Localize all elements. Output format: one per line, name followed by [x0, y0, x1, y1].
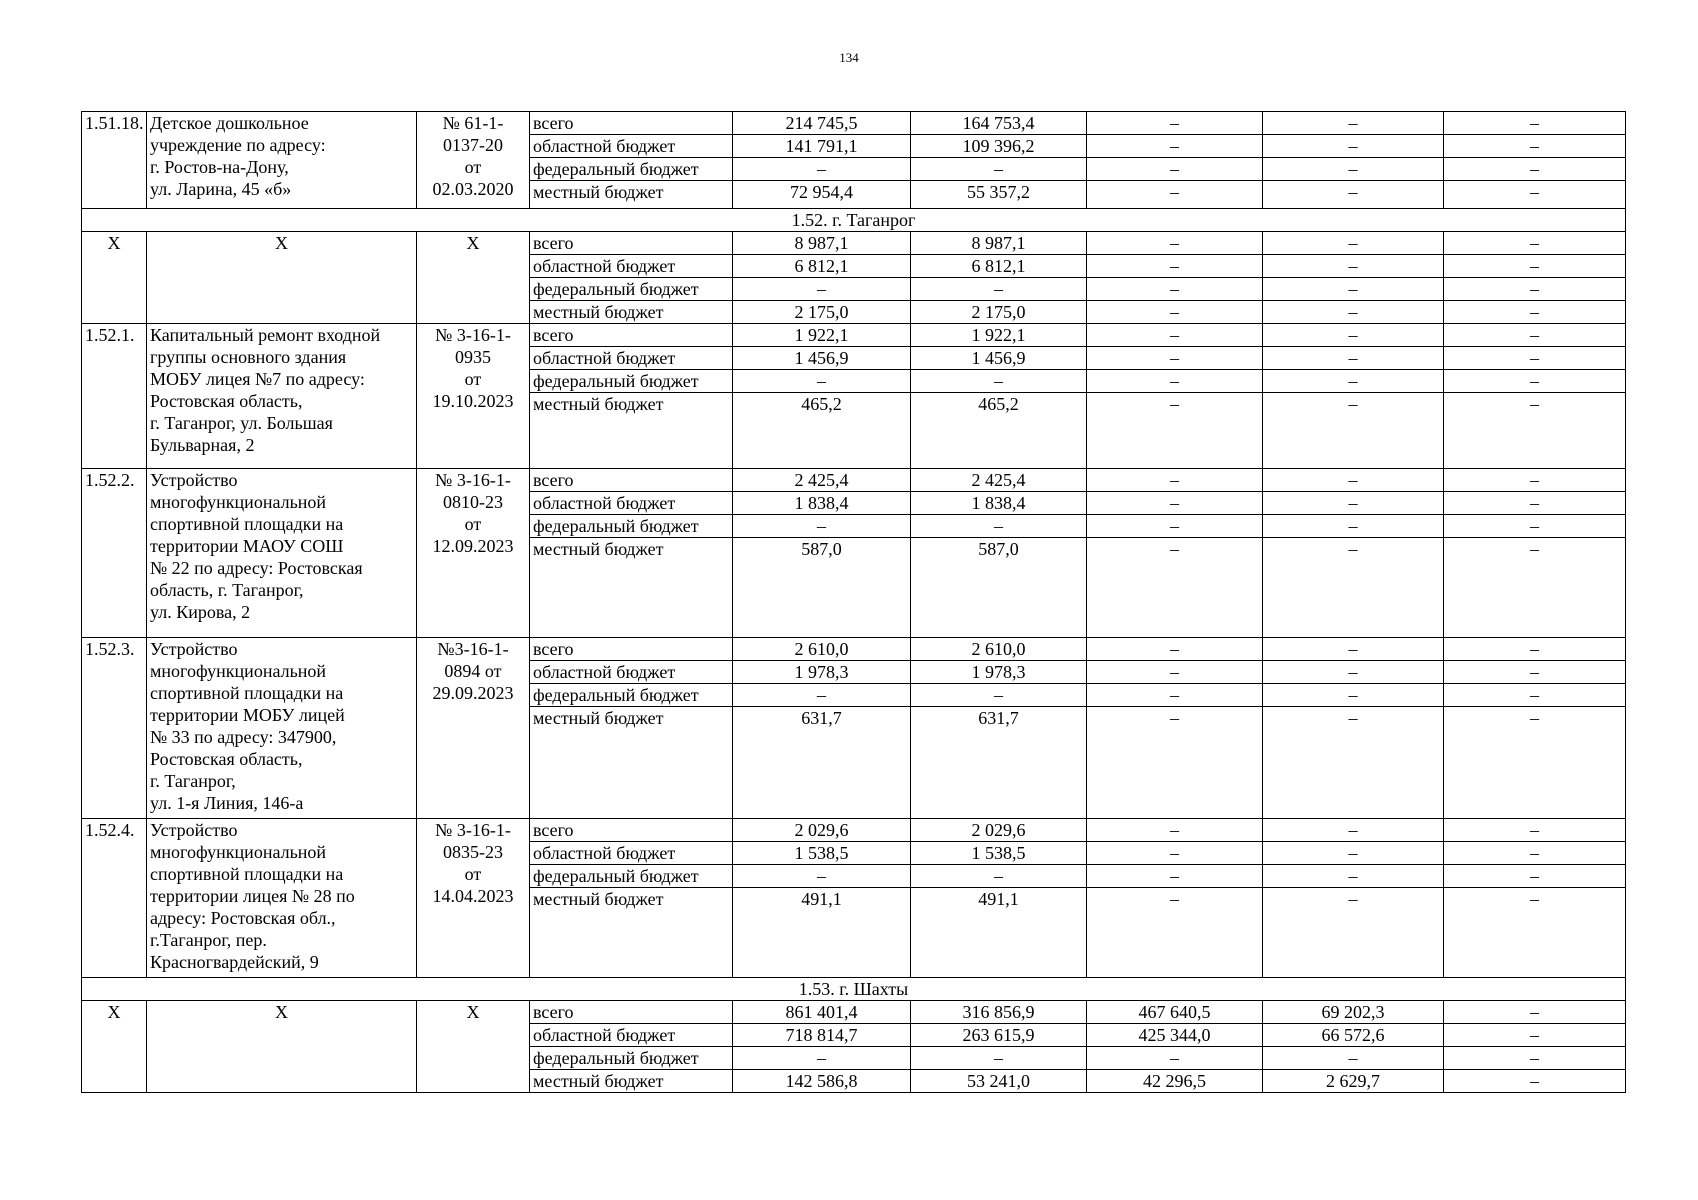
amount-cell: 53 241,0 [911, 1070, 1087, 1093]
table-row [82, 324, 1626, 347]
funding-source: местный бюджет [530, 393, 733, 469]
funding-source: местный бюджет [530, 888, 733, 978]
amount-cell: 861 401,4 [733, 1001, 911, 1024]
amount-cell: 8 987,1 [733, 232, 911, 255]
document-ref-line: 12.09.2023 [432, 536, 514, 556]
total-marker: Х [82, 1001, 147, 1093]
object-name-line: область, г. Таганрог, [150, 580, 304, 600]
amount-cell: – [1087, 347, 1263, 370]
amount-cell: 587,0 [733, 538, 911, 638]
object-name [147, 112, 417, 209]
object-name-line: адресу: Ростовская обл., [150, 908, 336, 928]
total-marker: Х [147, 232, 417, 324]
amount-cell: – [1087, 370, 1263, 393]
amount-cell: 1 838,4 [733, 492, 911, 515]
amount-cell: – [1087, 301, 1263, 324]
amount-cell: – [1087, 515, 1263, 538]
object-name-line: ул. Ларина, 45 «б» [150, 179, 292, 199]
document-ref-line: 19.10.2023 [432, 391, 514, 411]
amount-cell: 2 029,6 [911, 819, 1087, 842]
funding-source: всего [530, 324, 733, 347]
object-name-line: группы основного здания [150, 347, 347, 367]
item-number: 1.52.2. [82, 469, 147, 638]
amount-cell: 214 745,5 [733, 112, 911, 135]
amount-cell: 72 954,4 [733, 181, 911, 209]
amount-cell: – [1444, 1047, 1626, 1070]
object-name-line: Бульварная, 2 [150, 435, 255, 455]
amount-cell: – [1087, 1047, 1263, 1070]
funding-source: всего [530, 819, 733, 842]
funding-source: областной бюджет [530, 255, 733, 278]
amount-cell: – [1263, 393, 1444, 469]
amount-cell: – [733, 515, 911, 538]
amount-cell: 2 425,4 [733, 469, 911, 492]
object-name-line: ул. Кирова, 2 [150, 602, 251, 622]
document-ref-line: 0137-20 [443, 135, 503, 155]
funding-source: всего [530, 638, 733, 661]
amount-cell: 6 812,1 [911, 255, 1087, 278]
amount-cell: – [733, 684, 911, 707]
funding-source: федеральный бюджет [530, 278, 733, 301]
amount-cell: – [911, 278, 1087, 301]
object-name-line: г. Таганрог, [150, 771, 236, 791]
amount-cell: – [1263, 135, 1444, 158]
object-name-line: ул. 1-я Линия, 146-а [150, 793, 304, 813]
amount-cell: 1 978,3 [733, 661, 911, 684]
funding-source: федеральный бюджет [530, 1047, 733, 1070]
document-ref-line: №3-16-1- [437, 639, 509, 659]
amount-cell: 2 029,6 [733, 819, 911, 842]
amount-cell: – [1087, 661, 1263, 684]
item-number: 1.52.1. [82, 324, 147, 469]
amount-cell: 465,2 [911, 393, 1087, 469]
amount-cell: – [911, 865, 1087, 888]
document-ref-line: 0810-23 [443, 492, 503, 512]
amount-cell: – [1087, 707, 1263, 819]
amount-cell: – [1444, 638, 1626, 661]
amount-cell: – [1263, 492, 1444, 515]
total-marker: Х [82, 232, 147, 324]
document-ref-line: № 3-16-1- [435, 820, 511, 840]
amount-cell: – [1444, 707, 1626, 819]
amount-cell: 2 425,4 [911, 469, 1087, 492]
document-ref [417, 112, 530, 209]
amount-cell: 631,7 [733, 707, 911, 819]
amount-cell: – [1263, 181, 1444, 209]
amount-cell: – [1087, 684, 1263, 707]
object-name-line: Капитальный ремонт входной [150, 325, 381, 345]
amount-cell: 2 610,0 [911, 638, 1087, 661]
amount-cell: – [1444, 515, 1626, 538]
amount-cell: 491,1 [733, 888, 911, 978]
amount-cell: – [1087, 255, 1263, 278]
amount-cell: 2 629,7 [1263, 1070, 1444, 1093]
amount-cell: – [1444, 538, 1626, 638]
funding-source: всего [530, 232, 733, 255]
amount-cell: – [1087, 112, 1263, 135]
amount-cell: 1 538,5 [733, 842, 911, 865]
amount-cell: 1 978,3 [911, 661, 1087, 684]
amount-cell: – [1087, 278, 1263, 301]
amount-cell: – [1444, 324, 1626, 347]
amount-cell: – [1444, 158, 1626, 181]
amount-cell: 66 572,6 [1263, 1024, 1444, 1047]
document-ref-line: от [464, 369, 482, 389]
object-name-line: Детское дошкольное [150, 113, 309, 133]
table-row [82, 638, 1626, 661]
object-name-line: Устройство [150, 470, 238, 490]
object-name-line: Красногвардейский, 9 [150, 952, 319, 972]
funding-source: федеральный бюджет [530, 865, 733, 888]
amount-cell: – [1444, 1070, 1626, 1093]
amount-cell: – [911, 158, 1087, 181]
amount-cell: – [1263, 661, 1444, 684]
document-ref-line: № 61-1- [442, 113, 504, 133]
amount-cell: – [1444, 112, 1626, 135]
amount-cell: – [1444, 135, 1626, 158]
object-name-line: спортивной площадки на [150, 864, 344, 884]
amount-cell: – [1087, 819, 1263, 842]
amount-cell: 718 814,7 [733, 1024, 911, 1047]
amount-cell: – [1087, 638, 1263, 661]
amount-cell: – [1444, 865, 1626, 888]
funding-source: областной бюджет [530, 661, 733, 684]
table-row [82, 1001, 1626, 1024]
amount-cell: – [1263, 842, 1444, 865]
funding-source: всего [530, 112, 733, 135]
amount-cell: – [1263, 819, 1444, 842]
amount-cell: 2 175,0 [911, 301, 1087, 324]
amount-cell: – [1444, 232, 1626, 255]
object-name [147, 638, 417, 819]
amount-cell: 587,0 [911, 538, 1087, 638]
funding-source: местный бюджет [530, 707, 733, 819]
object-name-line: г. Ростов-на-Дону, [150, 157, 289, 177]
object-name-line: № 22 по адресу: Ростовская [150, 558, 363, 578]
section-title: 1.52. г. Таганрог [82, 209, 1626, 232]
amount-cell: – [1087, 135, 1263, 158]
amount-cell: 142 586,8 [733, 1070, 911, 1093]
document-ref-line: 02.03.2020 [432, 179, 514, 199]
amount-cell: – [1444, 370, 1626, 393]
section-row [82, 209, 1626, 232]
amount-cell: – [1263, 370, 1444, 393]
amount-cell: 1 922,1 [911, 324, 1087, 347]
amount-cell: – [733, 865, 911, 888]
document-ref-line: 29.09.2023 [432, 683, 514, 703]
table-row [82, 112, 1626, 135]
amount-cell: – [1263, 469, 1444, 492]
amount-cell: – [1263, 888, 1444, 978]
amount-cell: – [1263, 865, 1444, 888]
document-ref-line: 0835-23 [443, 842, 503, 862]
amount-cell: 491,1 [911, 888, 1087, 978]
object-name-line: учреждение по адресу: [150, 135, 326, 155]
document-ref [417, 324, 530, 469]
amount-cell: 8 987,1 [911, 232, 1087, 255]
object-name-line: МОБУ лицея №7 по адресу: [150, 369, 365, 389]
amount-cell: – [1087, 492, 1263, 515]
amount-cell: – [911, 1047, 1087, 1070]
amount-cell: – [1263, 515, 1444, 538]
amount-cell: – [1444, 347, 1626, 370]
total-marker: Х [417, 232, 530, 324]
amount-cell: – [911, 515, 1087, 538]
object-name-line: спортивной площадки на [150, 514, 344, 534]
document-ref-line: 14.04.2023 [432, 886, 514, 906]
amount-cell: – [1263, 232, 1444, 255]
object-name-line: территории МАОУ СОШ [150, 536, 344, 556]
amount-cell: 55 357,2 [911, 181, 1087, 209]
amount-cell: – [1444, 1001, 1626, 1024]
object-name-line: № 33 по адресу: 347900, [150, 727, 337, 747]
item-number: 1.52.4. [82, 819, 147, 978]
amount-cell: – [1444, 301, 1626, 324]
total-marker: Х [147, 1001, 417, 1093]
document-ref [417, 469, 530, 638]
amount-cell: – [1263, 347, 1444, 370]
funding-source: областной бюджет [530, 347, 733, 370]
amount-cell: – [1263, 538, 1444, 638]
amount-cell: 631,7 [911, 707, 1087, 819]
object-name-line: Устройство [150, 820, 238, 840]
amount-cell: 316 856,9 [911, 1001, 1087, 1024]
amount-cell: – [1444, 393, 1626, 469]
amount-cell: 465,2 [733, 393, 911, 469]
item-number: 1.52.3. [82, 638, 147, 819]
object-name-line: многофункциональной [150, 842, 327, 862]
amount-cell: 164 753,4 [911, 112, 1087, 135]
amount-cell: – [1263, 278, 1444, 301]
document-ref-line: № 3-16-1- [435, 470, 511, 490]
funding-source: федеральный бюджет [530, 158, 733, 181]
amount-cell: 1 838,4 [911, 492, 1087, 515]
amount-cell: – [1263, 1047, 1444, 1070]
document-ref-line: от [464, 157, 482, 177]
amount-cell: – [1087, 324, 1263, 347]
amount-cell: 42 296,5 [1087, 1070, 1263, 1093]
object-name-line: г.Таганрог, пер. [150, 930, 267, 950]
amount-cell: – [1444, 684, 1626, 707]
amount-cell: – [1087, 538, 1263, 638]
amount-cell: – [1444, 819, 1626, 842]
budget-table [81, 111, 1626, 1093]
amount-cell: – [1444, 278, 1626, 301]
amount-cell: – [1087, 888, 1263, 978]
object-name-line: г. Таганрог, ул. Большая [150, 413, 333, 433]
amount-cell: – [1444, 492, 1626, 515]
section-row [82, 978, 1626, 1001]
total-marker: Х [417, 1001, 530, 1093]
funding-source: всего [530, 469, 733, 492]
amount-cell: 1 456,9 [733, 347, 911, 370]
amount-cell: – [1444, 255, 1626, 278]
amount-cell: – [1087, 393, 1263, 469]
amount-cell: – [1087, 469, 1263, 492]
amount-cell: 263 615,9 [911, 1024, 1087, 1047]
amount-cell: – [1444, 181, 1626, 209]
page-number: 134 [839, 50, 859, 65]
amount-cell: – [1263, 255, 1444, 278]
table-row [82, 819, 1626, 842]
amount-cell: – [733, 158, 911, 181]
amount-cell: – [733, 278, 911, 301]
amount-cell: – [733, 1047, 911, 1070]
funding-source: федеральный бюджет [530, 515, 733, 538]
amount-cell: – [1263, 638, 1444, 661]
amount-cell: – [1263, 301, 1444, 324]
funding-source: областной бюджет [530, 135, 733, 158]
table-row [82, 232, 1626, 255]
amount-cell: – [1444, 661, 1626, 684]
document-ref-line: 0935 [455, 347, 491, 367]
table-row [82, 469, 1626, 492]
amount-cell: – [1444, 842, 1626, 865]
funding-source: всего [530, 1001, 733, 1024]
funding-source: местный бюджет [530, 1070, 733, 1093]
document-ref-line: № 3-16-1- [435, 325, 511, 345]
amount-cell: – [1444, 888, 1626, 978]
document-ref [417, 819, 530, 978]
amount-cell: – [733, 370, 911, 393]
funding-source: федеральный бюджет [530, 684, 733, 707]
object-name-line: территории лицея № 28 по [150, 886, 355, 906]
amount-cell: – [1087, 232, 1263, 255]
funding-source: областной бюджет [530, 1024, 733, 1047]
amount-cell: – [1444, 469, 1626, 492]
amount-cell: 6 812,1 [733, 255, 911, 278]
funding-source: местный бюджет [530, 538, 733, 638]
amount-cell: 1 456,9 [911, 347, 1087, 370]
amount-cell: – [911, 684, 1087, 707]
object-name [147, 819, 417, 978]
object-name-line: спортивной площадки на [150, 683, 344, 703]
amount-cell: – [1087, 842, 1263, 865]
funding-source: федеральный бюджет [530, 370, 733, 393]
object-name-line: многофункциональной [150, 661, 327, 681]
amount-cell: 1 538,5 [911, 842, 1087, 865]
amount-cell: 1 922,1 [733, 324, 911, 347]
document-ref-line: от [464, 864, 482, 884]
amount-cell: – [1263, 112, 1444, 135]
document-ref-line: 0894 от [444, 661, 502, 681]
funding-source: областной бюджет [530, 492, 733, 515]
object-name-line: Устройство [150, 639, 238, 659]
amount-cell: 141 791,1 [733, 135, 911, 158]
object-name-line: многофункциональной [150, 492, 327, 512]
section-title: 1.53. г. Шахты [82, 978, 1626, 1001]
item-number: 1.51.18. [82, 112, 147, 209]
amount-cell: – [1263, 158, 1444, 181]
funding-source: местный бюджет [530, 181, 733, 209]
amount-cell: – [1444, 1024, 1626, 1047]
amount-cell: – [1263, 707, 1444, 819]
amount-cell: – [1263, 324, 1444, 347]
object-name-line: Ростовская область, [150, 749, 303, 769]
amount-cell: – [1263, 684, 1444, 707]
amount-cell: 69 202,3 [1263, 1001, 1444, 1024]
object-name-line: территории МОБУ лицей [150, 705, 345, 725]
table-body [82, 112, 1626, 1093]
object-name [147, 469, 417, 638]
funding-source: областной бюджет [530, 842, 733, 865]
object-name-line: Ростовская область, [150, 391, 303, 411]
amount-cell: 2 610,0 [733, 638, 911, 661]
funding-source: местный бюджет [530, 301, 733, 324]
object-name [147, 324, 417, 469]
amount-cell: – [911, 370, 1087, 393]
amount-cell: – [1087, 181, 1263, 209]
document-ref [417, 638, 530, 819]
amount-cell: 425 344,0 [1087, 1024, 1263, 1047]
amount-cell: – [1087, 158, 1263, 181]
amount-cell: – [1087, 865, 1263, 888]
amount-cell: 2 175,0 [733, 301, 911, 324]
amount-cell: 467 640,5 [1087, 1001, 1263, 1024]
amount-cell: 109 396,2 [911, 135, 1087, 158]
document-ref-line: от [464, 514, 482, 534]
